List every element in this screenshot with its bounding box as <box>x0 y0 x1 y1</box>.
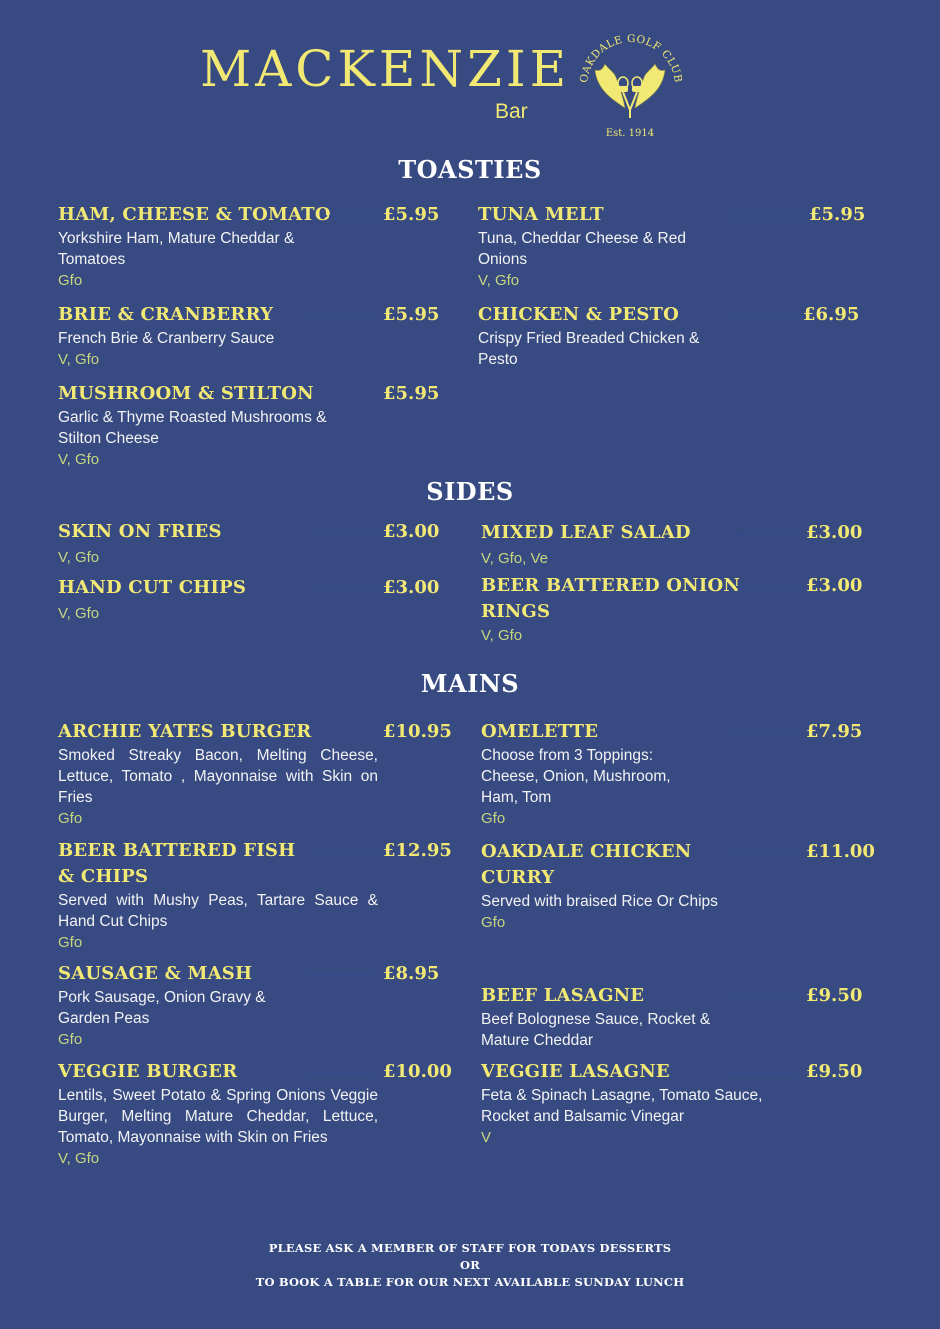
item-dietary-tags: V <box>481 1129 492 1146</box>
svg-text:OAKDALE GOLF CLUB <box>578 33 684 84</box>
logo-established: Est. 1914 <box>605 128 655 139</box>
menu-header <box>0 0 940 150</box>
item-price: £7.95 <box>806 721 863 742</box>
footer-line-sunday-lunch: TO BOOK A TABLE FOR OUR NEXT AVAILABLE SUNDAY LUNCH <box>255 1275 685 1289</box>
menu-item <box>58 302 438 370</box>
item-dietary-tags: Gfo <box>58 810 83 827</box>
menu-item <box>481 719 866 829</box>
item-dietary-tags: Gfo <box>58 1031 83 1048</box>
item-price: £8.95 <box>383 963 440 984</box>
item-name: BEER BATTERED ONION RINGS <box>481 575 740 622</box>
leader-line <box>731 732 801 734</box>
item-description: Yorkshire Ham, Mature Cheddar & Tomatoes <box>58 230 295 268</box>
item-price: £5.95 <box>383 204 440 225</box>
item-name: MUSHROOM & STILTON <box>58 383 314 404</box>
item-dietary-tags: Gfo <box>58 934 83 951</box>
item-description: French Brie & Cranberry Sauce <box>58 330 275 347</box>
leader-line <box>731 852 801 854</box>
menu-item <box>478 202 866 291</box>
leader-line <box>733 315 798 317</box>
menu-item <box>58 838 452 953</box>
item-name: TUNA MELT <box>478 204 604 225</box>
item-dietary-tags: V, Gfo <box>58 451 100 468</box>
item-name: CHICKEN & PESTO <box>478 304 680 325</box>
item-price: £3.00 <box>806 575 863 596</box>
item-name: ARCHIE YATES BURGER <box>58 721 312 742</box>
item-name: BRIE & CRANBERRY <box>58 304 274 325</box>
item-dietary-tags: V, Gfo <box>481 627 523 644</box>
footer-line-or: OR <box>460 1258 480 1272</box>
footer-line-desserts: PLEASE ASK A MEMBER OF STAFF FOR TODAYS DESSERTS <box>268 1241 672 1255</box>
item-description: Smoked Streaky Bacon, Melting Cheese, Lettuce, Tomato , Mayonnaise with Skin on Fries <box>58 747 378 806</box>
item-price: £3.00 <box>383 577 440 598</box>
item-price: £3.00 <box>806 522 863 543</box>
item-name: HAND CUT CHIPS <box>58 577 247 598</box>
menu-item <box>58 381 438 470</box>
footer-notice <box>0 1240 940 1291</box>
item-name: VEGGIE BURGER <box>58 1061 238 1082</box>
item-price: £11.00 <box>806 841 875 862</box>
section-title-toasties: TOASTIES <box>398 155 542 184</box>
item-dietary-tags: V, Gfo <box>478 272 520 289</box>
item-name: OAKDALE CHICKEN CURRY <box>481 841 692 888</box>
leader-line <box>308 1072 373 1074</box>
leader-line <box>733 215 803 217</box>
item-dietary-tags: Gfo <box>58 272 83 289</box>
leader-line <box>731 996 796 998</box>
item-description: Lentils, Sweet Potato & Spring Onions Veggie Burger, Melting Mature Cheddar, Lettuce, Tomato, Mayonnaise with Skin on Fries <box>58 1087 378 1146</box>
item-name: BEER BATTERED FISH & CHIPS <box>58 840 296 887</box>
menu-item <box>58 1059 452 1169</box>
leader-line <box>310 315 375 317</box>
item-dietary-tags: V, Gfo <box>58 549 100 566</box>
item-description: Choose from 3 Toppings: Cheese, Onion, Mushroom, Ham, Tom <box>481 747 671 806</box>
item-description: Feta & Spinach Lasagne, Tomato Sauce, Rocket and Balsamic Vinegar <box>481 1087 763 1125</box>
item-name: VEGGIE LASAGNE <box>481 1061 670 1082</box>
item-description: Tuna, Cheddar Cheese & Red Onions <box>478 230 686 268</box>
leader-line <box>313 851 378 853</box>
oak-leaves-acorns-icon <box>575 28 685 143</box>
menu-item <box>58 961 443 1050</box>
item-name: OMELETTE <box>481 721 599 742</box>
club-logo <box>575 28 685 143</box>
menu-item <box>478 302 863 370</box>
item-price: £12.95 <box>383 840 452 861</box>
item-price: £9.50 <box>806 1061 863 1082</box>
item-price: £10.00 <box>383 1061 452 1082</box>
item-description: Served with Mushy Peas, Tartare Sauce & Hand Cut Chips <box>58 892 378 930</box>
item-price: £5.95 <box>383 304 440 325</box>
item-description: Pork Sausage, Onion Gravy & Garden Peas <box>58 989 266 1027</box>
menu-item <box>58 519 438 568</box>
leader-line <box>308 974 373 976</box>
item-description: Beef Bolognese Sauce, Rocket & Mature Cheddar <box>481 1011 711 1049</box>
item-dietary-tags: V, Gfo, Ve <box>481 550 548 567</box>
item-dietary-tags: V, Gfo <box>58 351 100 368</box>
item-price: £9.50 <box>806 985 863 1006</box>
item-price: £5.95 <box>383 383 440 404</box>
item-name: BEEF LASAGNE <box>481 985 645 1006</box>
leader-line <box>731 1072 796 1074</box>
leader-line <box>736 533 801 535</box>
menu-item <box>58 575 438 624</box>
item-dietary-tags: V, Gfo <box>58 605 100 622</box>
section-title-mains: MAINS <box>420 669 520 698</box>
item-name: SKIN ON FRIES <box>58 521 222 542</box>
menu-item <box>58 202 438 291</box>
menu-item <box>481 839 875 933</box>
item-description: Crispy Fried Breaded Chicken & Pesto <box>478 330 700 368</box>
leader-line <box>313 588 378 590</box>
brand-subtitle: Bar <box>495 100 528 123</box>
item-dietary-tags: Gfo <box>481 914 506 931</box>
item-name: MIXED LEAF SALAD <box>481 522 691 543</box>
brand-title: MACKENZIE <box>200 40 571 98</box>
menu-item <box>481 983 866 1051</box>
item-price: £5.95 <box>809 204 866 225</box>
menu-item <box>58 719 452 829</box>
item-dietary-tags: V, Gfo <box>58 1150 100 1167</box>
menu-item <box>481 1059 866 1148</box>
menu-item <box>481 573 866 646</box>
item-name: SAUSAGE & MASH <box>58 963 253 984</box>
item-dietary-tags: Gfo <box>481 810 506 827</box>
leader-line <box>313 532 378 534</box>
menu-item <box>481 520 866 569</box>
item-price: £3.00 <box>383 521 440 542</box>
logo-club-name: OAKDALE GOLF CLUB <box>577 32 684 84</box>
leader-line <box>736 586 801 588</box>
item-name: HAM, CHEESE & TOMATO <box>58 204 331 225</box>
item-description: Garlic & Thyme Roasted Mushrooms & Stilton Cheese <box>58 409 327 447</box>
item-price: £6.95 <box>803 304 860 325</box>
item-description: Served with braised Rice Or Chips <box>481 893 718 910</box>
item-price: £10.95 <box>383 721 452 742</box>
section-title-sides: SIDES <box>426 477 514 506</box>
